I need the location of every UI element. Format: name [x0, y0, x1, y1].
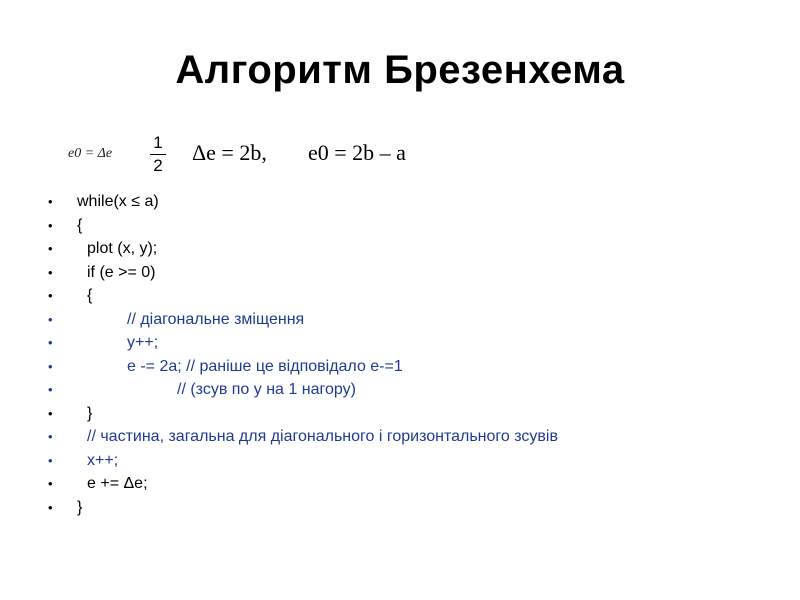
fraction-bar	[150, 154, 166, 155]
bullet-icon: •	[48, 382, 53, 397]
bullet-icon: •	[48, 217, 53, 233]
code-line: • plot (x, y);	[48, 237, 558, 261]
code-line: • // (зсув по y на 1 нагору)	[48, 378, 558, 402]
bullet-icon: •	[48, 241, 53, 256]
code-list	[48, 190, 558, 519]
code-line: • if (e >= 0)	[48, 261, 558, 285]
bullet-icon: •	[48, 194, 53, 209]
bullet-icon: •	[48, 452, 53, 468]
code-line: • x++;	[48, 449, 558, 473]
code-line: • e += Δe;	[48, 472, 558, 496]
code-line: • }	[48, 402, 558, 426]
bullet-icon: •	[48, 499, 53, 515]
bullet-icon: •	[48, 476, 53, 491]
code-line: • }	[48, 496, 558, 520]
code-line: • while(x ≤ a)	[48, 190, 558, 214]
bullet-icon: •	[48, 405, 53, 421]
formula-e0-init: e0 = 2b – a	[308, 140, 406, 165]
slide-title: Алгоритм Брезенхема	[175, 48, 625, 92]
fraction-numerator: 1	[153, 133, 163, 152]
code-line: • // частина, загальна для діагонального і горизонтального зсувів	[48, 425, 558, 449]
bullet-icon: •	[48, 264, 53, 280]
code-line: • // діагональне зміщення	[48, 308, 558, 332]
code-line: • y++;	[48, 331, 558, 355]
formula-row	[60, 134, 480, 184]
code-line: • e -= 2a; // раніше це відповідало e-=1	[48, 355, 558, 379]
bullet-icon: •	[48, 335, 53, 350]
bullet-icon: •	[48, 429, 53, 444]
fraction-denominator: 2	[153, 156, 163, 175]
bullet-icon: •	[48, 311, 53, 327]
code-line: • {	[48, 284, 558, 308]
formula-delta-e: Δe = 2b,	[192, 140, 267, 165]
formula-fraction	[150, 134, 166, 175]
bullet-icon: •	[48, 358, 53, 374]
bullet-icon: •	[48, 288, 53, 303]
code-line: • {	[48, 214, 558, 238]
formula-e0-delta: e0 = Δe	[68, 146, 113, 161]
